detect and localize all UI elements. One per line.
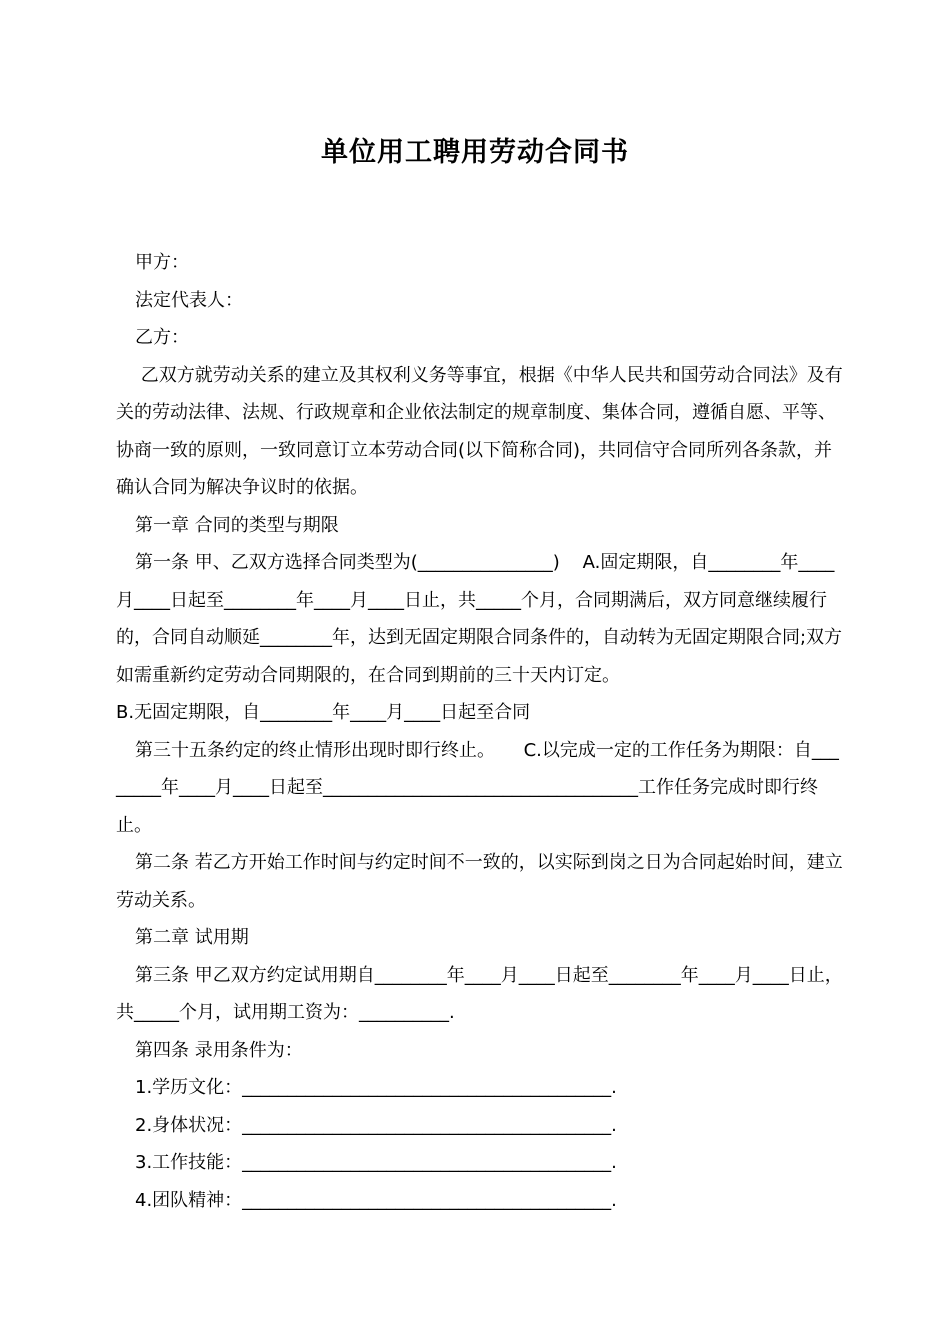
- party-b-label: 乙方：: [135, 327, 189, 348]
- condition-education: 1.学历文化：_________________________________________.: [135, 1077, 617, 1098]
- article-3-paragraph: 第三条 甲乙双方约定试用期自________年____月____日起至________年____月____日止，共_____个月，试用期工资为：__________.: [116, 964, 843, 1023]
- article-2-paragraph: 第二条 若乙方开始工作时间与约定时间不一致的，以实际到岗之日为合同起始时间，建立劳动关系。: [116, 852, 843, 911]
- article-35-paragraph: 第三十五条约定的终止情形出现时即行终止。 C.以完成一定的工作任务为期限：自________年____月____日起至___________________________________工作任务完成时即行终止。: [116, 739, 839, 836]
- condition-teamwork: 4.团队精神：_________________________________________.: [135, 1189, 617, 1211]
- chapter-2-heading: 第二章 试用期: [135, 927, 249, 948]
- party-a-label: 甲方：: [135, 252, 189, 273]
- legal-representative-label: 法定代表人：: [135, 289, 243, 311]
- article-1-paragraph: 第一条 甲、乙双方选择合同类型为(_______________) A.固定期限，自________年____月____日起至________年____月____日止，共_____个月，合同期满后，双方同意继续履行的，合同自动顺延________年，达到无固定期限合同条件的，自动转为无固定期限合同;双方如需重新约定劳动合同期限的，在合同到期前的三十天内订定。: [116, 552, 843, 686]
- document-title: 单位用工聘用劳动合同书: [321, 137, 629, 168]
- condition-health: 2.身体状况：_________________________________________.: [135, 1114, 617, 1136]
- option-b-paragraph: B.无固定期限，自________年____月____日起至合同: [116, 702, 531, 723]
- document-body: [116, 244, 846, 1219]
- preamble-paragraph: 乙双方就劳动关系的建立及其权利义务等事宜，根据《中华人民共和国劳动合同法》及有关的劳动法律、法规、行政规章和企业依法制定的规章制度、集体合同，遵循自愿、平等、协商一致的原则，一致同意订立本劳动合同(以下简称合同)，共同信守合同所列各条款，并确认合同为解决争议时的依据。: [116, 364, 843, 498]
- article-4-paragraph: 第四条 录用条件为：: [135, 1039, 303, 1061]
- chapter-1-heading: 第一章 合同的类型与期限: [135, 514, 339, 536]
- condition-skills: 3.工作技能：_________________________________________.: [135, 1152, 617, 1173]
